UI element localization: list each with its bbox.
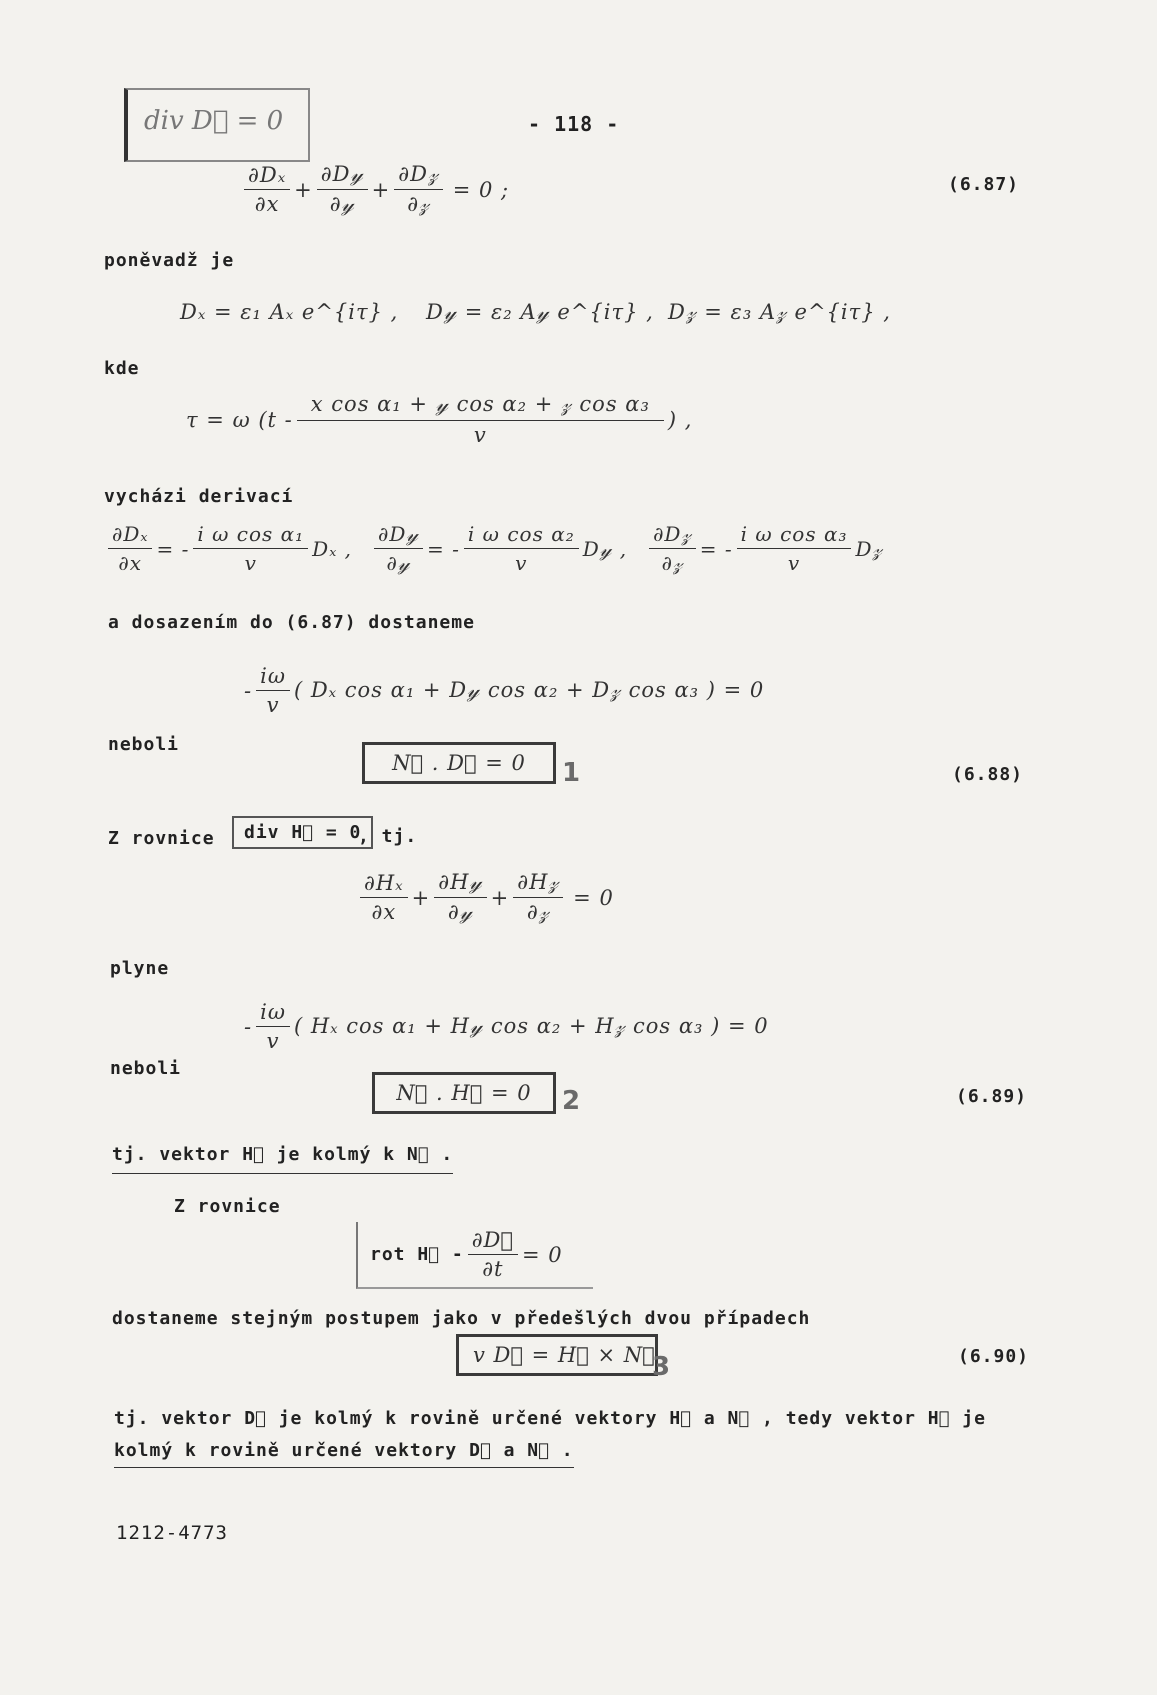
equation-6-90-box: v D⃗ = H⃗ × N⃗	[456, 1334, 658, 1376]
text-neboli-2: neboli	[110, 1058, 182, 1079]
annotation-tag-1: 1	[562, 758, 581, 788]
eq-sum-H: - $\frac{i\omega}{v}$ ( Hₓ cos α₁ + H𝓎 cos α₂ + H𝓏 cos α₃ ) = 0	[244, 1000, 769, 1053]
footer-code: 1212-4773	[116, 1522, 228, 1544]
text-z-rovnice-2: Z rovnice	[174, 1196, 281, 1217]
eq-tau: τ = ω (t - $\frac{\text{x cos α₁ + 𝓎 cos α₂ + 𝓏 cos α₃}}{v}$ ) ,	[186, 392, 693, 447]
eq-rotH: rot H⃗ - $\frac{\partial D⃗}{\partial t}$ = 0	[356, 1222, 593, 1289]
eq-Dz: D𝓏 = ε₃ A𝓏 e^{iτ} ,	[668, 300, 891, 324]
text-z-rovnice-1: Z rovnice	[108, 828, 215, 849]
frac-tau: $\frac{\text{x cos α₁ + 𝓎 cos α₂ + 𝓏 cos α₃}}{v}$	[297, 392, 664, 447]
eq-divH: $\frac{\text{∂Hₓ}}{\partial x}$ + $\frac{\text{∂H𝓎}}{\text{∂𝓎}}$ + $\frac{\text{∂H𝓏}}{\text{∂𝓏}}$ = 0	[356, 870, 614, 925]
frac-dDx: $\frac{\text{∂Dₓ}}{\partial x}$	[244, 163, 290, 216]
equation-number-6-88: (6.88)	[952, 764, 1024, 785]
margin-note-div-d: div D⃗ = 0	[144, 106, 284, 136]
text-kde: kde	[104, 358, 140, 379]
eq-Dx: Dₓ = ε₁ Aₓ e^{iτ} ,	[180, 300, 399, 324]
text-plyne: plyne	[110, 958, 170, 979]
margin-note-box	[124, 88, 310, 162]
eq-Dy: D𝓎 = ε₂ A𝓎 e^{iτ} ,	[426, 300, 654, 324]
text-final-2: kolmý k rovině určené vektory D⃗ a N⃗ .	[114, 1440, 574, 1468]
inline-div-H-box: div H⃗ = 0	[232, 816, 373, 849]
equation-6-87: $\frac{\text{∂Dₓ}}{\partial x}$ + $\frac{\text{∂D𝓎}}{\text{∂𝓎}}$ + $\frac{\text{∂D𝓏}}{\text{∂𝓏}}$ = 0 ;	[240, 162, 509, 217]
text-kolmy-1: tj. vektor H⃗ je kolmý k N⃗ .	[112, 1144, 453, 1174]
text-tj-1: , tj.	[358, 826, 418, 847]
annotation-tag-2: 2	[562, 1086, 581, 1116]
frac-dDz: $\frac{\text{∂D𝓏}}{\text{∂𝓏}}$	[394, 162, 442, 217]
eq-derivatives: $\frac{\text{∂Dₓ}}{\partial x}$ = - $\frac{\text{i ω cos α₁}}{v}$ Dₓ , $\frac{\text{∂D𝓎}}{\text{∂𝓎}}$ = - $\frac{\text{i ω cos α₂}}{v}$ D𝓎 , $\frac{\text{∂D𝓏}}{\text{∂𝓏}}$ = - $\frac{\text{i ω cos α₃}}{v}$ D𝓏	[104, 522, 883, 575]
equation-number-6-89: (6.89)	[956, 1086, 1028, 1107]
equation-number-6-90: (6.90)	[958, 1346, 1030, 1367]
text-final-1: tj. vektor D⃗ je kolmý k rovině určené vektory H⃗ a N⃗ , tedy vektor H⃗ je	[114, 1408, 986, 1429]
page-number: - 118 -	[528, 112, 620, 136]
equation-number-6-87: (6.87)	[948, 174, 1020, 195]
text-neboli-1: neboli	[108, 734, 180, 755]
equation-6-88-box: N⃗ . D⃗ = 0	[362, 742, 556, 784]
text-dosazenim: a dosazením do (6.87) dostaneme	[108, 612, 475, 633]
annotation-tag-3: 3	[652, 1352, 671, 1382]
frac-dDy: $\frac{\text{∂D𝓎}}{\text{∂𝓎}}$	[317, 162, 368, 217]
text-dostaneme: dostaneme stejným postupem jako v předešlých dvou případech	[112, 1308, 811, 1329]
eq-sum-D: - $\frac{i\omega}{v}$ ( Dₓ cos α₁ + D𝓎 cos α₂ + D𝓏 cos α₃ ) = 0	[244, 664, 765, 717]
text-vychazi: vycházi derivací	[104, 486, 294, 507]
equation-6-89-box: N⃗ . H⃗ = 0	[372, 1072, 556, 1114]
text-ponevadz: poněvadž je	[104, 250, 235, 271]
